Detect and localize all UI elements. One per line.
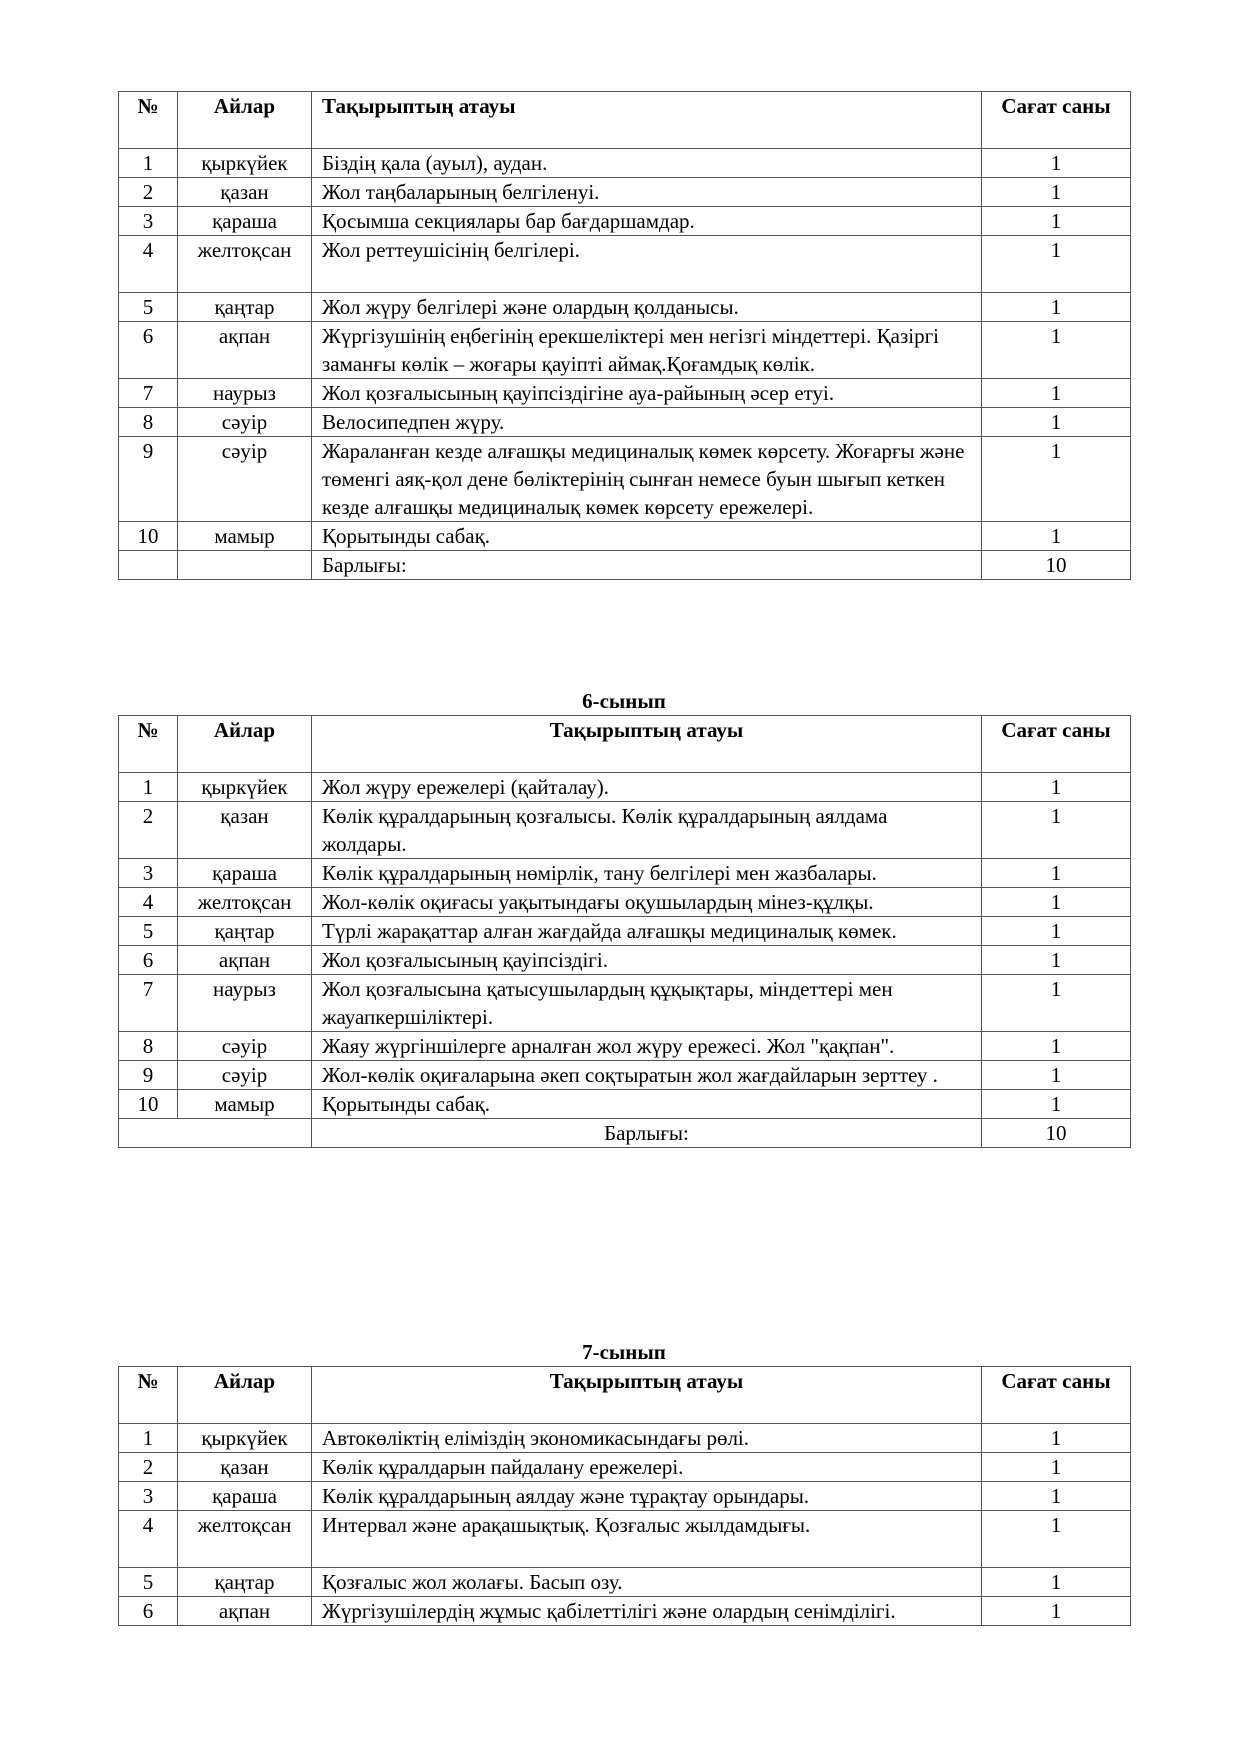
table-row — [119, 522, 1131, 551]
table-row — [119, 1090, 1131, 1119]
table-row — [119, 1568, 1131, 1597]
row-hours: 1 — [982, 946, 1131, 975]
row-topic: Қозғалыс жол жолағы. Басып озу. — [312, 1568, 982, 1597]
header-number: № — [119, 1367, 178, 1424]
table-row — [119, 379, 1131, 408]
row-hours: 1 — [982, 236, 1131, 293]
row-month: қазан — [178, 178, 312, 207]
row-number: 2 — [119, 178, 178, 207]
row-month: желтоқсан — [178, 888, 312, 917]
row-topic: Жол-көлік оқиғасы уақытындағы оқушылардың мінез-құлқы. — [312, 888, 982, 917]
row-number: 1 — [119, 1424, 178, 1453]
header-hours: Сағат саны — [982, 716, 1131, 773]
grade-6-caption: 6-сынып — [582, 689, 666, 713]
row-number: 3 — [119, 1482, 178, 1511]
table-row — [119, 1453, 1131, 1482]
row-number: 2 — [119, 1453, 178, 1482]
row-month: қараша — [178, 1482, 312, 1511]
row-hours: 1 — [982, 1511, 1131, 1568]
total-hours: 10 — [982, 551, 1131, 580]
row-topic: Біздің қала (ауыл), аудан. — [312, 149, 982, 178]
row-hours: 1 — [982, 802, 1131, 859]
table-row — [119, 178, 1131, 207]
schedule-table-3 — [118, 1366, 1131, 1626]
table-row — [119, 888, 1131, 917]
total-empty-cell — [119, 551, 178, 580]
row-hours: 1 — [982, 1568, 1131, 1597]
table-row — [119, 207, 1131, 236]
table-row — [119, 1597, 1131, 1626]
row-number: 9 — [119, 1061, 178, 1090]
row-topic: Қорытынды сабақ. — [312, 522, 982, 551]
row-month: қаңтар — [178, 1568, 312, 1597]
table-row — [119, 149, 1131, 178]
row-month: ақпан — [178, 322, 312, 379]
row-hours: 1 — [982, 859, 1131, 888]
row-hours: 1 — [982, 1424, 1131, 1453]
schedule-table-1 — [118, 91, 1131, 580]
row-month: сәуір — [178, 1061, 312, 1090]
header-hours: Сағат саны — [982, 1367, 1131, 1424]
row-month: қыркүйек — [178, 149, 312, 178]
row-number: 4 — [119, 236, 178, 293]
total-label: Барлығы: — [312, 1119, 982, 1148]
row-topic: Жол қозғалысының қауіпсіздігі. — [312, 946, 982, 975]
row-topic: Қорытынды сабақ. — [312, 1090, 982, 1119]
row-topic: Интервал және арақашықтық. Қозғалыс жылдамдығы. — [312, 1511, 982, 1568]
table-header-row — [119, 1367, 1131, 1424]
row-month: ақпан — [178, 1597, 312, 1626]
row-topic: Қосымша секциялары бар бағдаршамдар. — [312, 207, 982, 236]
row-number: 5 — [119, 1568, 178, 1597]
row-hours: 1 — [982, 888, 1131, 917]
row-number: 4 — [119, 888, 178, 917]
header-topic: Тақырыптың атауы — [312, 716, 982, 773]
row-month: сәуір — [178, 408, 312, 437]
row-hours: 1 — [982, 149, 1131, 178]
row-hours: 1 — [982, 437, 1131, 522]
header-topic: Тақырыптың атауы — [312, 1367, 982, 1424]
row-topic: Жүргізушілердің жұмыс қабілеттілігі және олардың сенімділігі. — [312, 1597, 982, 1626]
table-row — [119, 293, 1131, 322]
row-month: ақпан — [178, 946, 312, 975]
schedule-block-3 — [118, 1339, 1130, 1626]
row-month: қыркүйек — [178, 1424, 312, 1453]
schedule-block-1 — [118, 91, 1130, 580]
row-month: желтоқсан — [178, 236, 312, 293]
schedule-block-2 — [118, 688, 1130, 1148]
total-label: Барлығы: — [312, 551, 982, 580]
row-topic: Жүргізушінің еңбегінің ерекшеліктері мен негізгі міндеттері. Қазіргі заманғы көлік – жоғары қауіпті аймақ.Қоғамдық көлік. — [312, 322, 982, 379]
table-row — [119, 1482, 1131, 1511]
table-row — [119, 802, 1131, 859]
table-header-row — [119, 716, 1131, 773]
schedule-table-2 — [118, 715, 1131, 1148]
row-month: мамыр — [178, 1090, 312, 1119]
table-row — [119, 1424, 1131, 1453]
total-row — [119, 1119, 1131, 1148]
row-month: наурыз — [178, 975, 312, 1032]
table-row — [119, 1511, 1131, 1568]
row-number: 5 — [119, 917, 178, 946]
row-hours: 1 — [982, 522, 1131, 551]
row-number: 1 — [119, 773, 178, 802]
row-month: қаңтар — [178, 293, 312, 322]
row-hours: 1 — [982, 1032, 1131, 1061]
row-hours: 1 — [982, 293, 1131, 322]
row-number: 10 — [119, 1090, 178, 1119]
row-topic: Жол таңбаларының белгіленуі. — [312, 178, 982, 207]
row-topic: Көлік құралдарының нөмірлік, тану белгілері мен жазбалары. — [312, 859, 982, 888]
row-month: қараша — [178, 859, 312, 888]
row-number: 6 — [119, 322, 178, 379]
row-topic: Көлік құралдарын пайдалану ережелері. — [312, 1453, 982, 1482]
row-hours: 1 — [982, 975, 1131, 1032]
row-topic: Түрлі жарақаттар алған жағдайда алғашқы медициналық көмек. — [312, 917, 982, 946]
row-hours: 1 — [982, 207, 1131, 236]
row-month: қаңтар — [178, 917, 312, 946]
table-row — [119, 437, 1131, 522]
row-month: желтоқсан — [178, 1511, 312, 1568]
table-row — [119, 946, 1131, 975]
row-topic: Жол қозғалысына қатысушылардың құқықтары, міндеттері мен жауапкершіліктері. — [312, 975, 982, 1032]
row-month: мамыр — [178, 522, 312, 551]
total-empty-cell — [178, 551, 312, 580]
row-month: қазан — [178, 802, 312, 859]
row-topic: Жаяу жүргіншілерге арналған жол жүру ережесі. Жол "қақпан". — [312, 1032, 982, 1061]
row-number: 5 — [119, 293, 178, 322]
table-row — [119, 859, 1131, 888]
header-topic: Тақырыптың атауы — [312, 92, 982, 149]
row-hours: 1 — [982, 1453, 1131, 1482]
row-month: қазан — [178, 1453, 312, 1482]
row-hours: 1 — [982, 178, 1131, 207]
row-hours: 1 — [982, 1597, 1131, 1626]
row-month: сәуір — [178, 1032, 312, 1061]
row-month: қараша — [178, 207, 312, 236]
row-topic: Жол реттеушісінің белгілері. — [312, 236, 982, 293]
table-row — [119, 917, 1131, 946]
table-row — [119, 1032, 1131, 1061]
row-number: 1 — [119, 149, 178, 178]
row-hours: 1 — [982, 917, 1131, 946]
row-month: сәуір — [178, 437, 312, 522]
row-number: 7 — [119, 975, 178, 1032]
row-number: 2 — [119, 802, 178, 859]
row-month: наурыз — [178, 379, 312, 408]
table-row — [119, 322, 1131, 379]
header-number: № — [119, 92, 178, 149]
row-number: 7 — [119, 379, 178, 408]
table-row — [119, 975, 1131, 1032]
row-topic: Жол жүру ережелері (қайталау). — [312, 773, 982, 802]
header-hours: Сағат саны — [982, 92, 1131, 149]
table-row — [119, 408, 1131, 437]
row-topic: Жол қозғалысының қауіпсіздігіне ауа-райының әсер етуі. — [312, 379, 982, 408]
row-topic: Велосипедпен жүру. — [312, 408, 982, 437]
header-month: Айлар — [178, 716, 312, 773]
row-topic: Көлік құралдарының аялдау және тұрақтау орындары. — [312, 1482, 982, 1511]
row-number: 10 — [119, 522, 178, 551]
row-topic: Жол-көлік оқиғаларына әкеп соқтыратын жол жағдайларын зерттеу . — [312, 1061, 982, 1090]
table-row — [119, 236, 1131, 293]
table-header-row — [119, 92, 1131, 149]
row-month: қыркүйек — [178, 773, 312, 802]
row-number: 4 — [119, 1511, 178, 1568]
row-topic: Жол жүру белгілері және олардың қолданысы. — [312, 293, 982, 322]
row-hours: 1 — [982, 379, 1131, 408]
row-hours: 1 — [982, 1061, 1131, 1090]
row-number: 8 — [119, 1032, 178, 1061]
row-hours: 1 — [982, 408, 1131, 437]
row-hours: 1 — [982, 322, 1131, 379]
header-month: Айлар — [178, 92, 312, 149]
total-hours: 10 — [982, 1119, 1131, 1148]
row-hours: 1 — [982, 1482, 1131, 1511]
row-topic: Автокөліктің еліміздің экономикасындағы рөлі. — [312, 1424, 982, 1453]
table-row — [119, 773, 1131, 802]
row-hours: 1 — [982, 773, 1131, 802]
total-row — [119, 551, 1131, 580]
total-empty-cell — [119, 1119, 312, 1148]
row-number: 3 — [119, 859, 178, 888]
row-topic: Көлік құралдарының қозғалысы. Көлік құралдарының аялдама жолдары. — [312, 802, 982, 859]
row-number: 8 — [119, 408, 178, 437]
row-number: 3 — [119, 207, 178, 236]
row-number: 9 — [119, 437, 178, 522]
header-month: Айлар — [178, 1367, 312, 1424]
table-row — [119, 1061, 1131, 1090]
row-topic: Жараланған кезде алғашқы медициналық көмек көрсету. Жоғарғы және төменгі аяқ-қол дене бөліктерінің сынған немесе буын шығып кеткен кезде алғашқы медициналық көмек көрсету ережелері. — [312, 437, 982, 522]
header-number: № — [119, 716, 178, 773]
row-number: 6 — [119, 1597, 178, 1626]
row-number: 6 — [119, 946, 178, 975]
row-hours: 1 — [982, 1090, 1131, 1119]
grade-7-caption: 7-сынып — [582, 1340, 666, 1364]
